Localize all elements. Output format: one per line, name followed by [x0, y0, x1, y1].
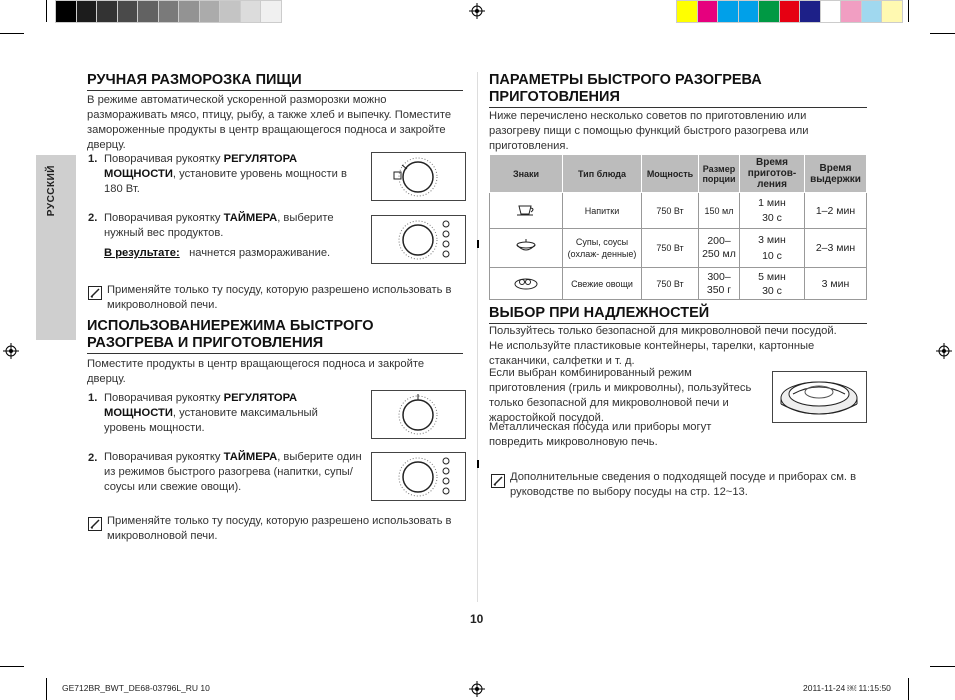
- reheat-step-1: [104, 391, 366, 436]
- reheat-note: [107, 514, 467, 544]
- turntable-illustration: [772, 371, 867, 423]
- text-line: стаканчики, салфетки и т. д.: [489, 355, 635, 367]
- col-header-icons: Знаки: [490, 155, 563, 193]
- col-header-portion: Размер порции: [699, 155, 740, 193]
- text-line: Поместите продукты в центр вращающегося подноса и закройте: [87, 358, 425, 370]
- crop-mark: [0, 33, 24, 34]
- text-line: Ниже перечислено несколько советов по приготовлению или: [489, 110, 807, 122]
- timer-knob-name: ТАЙМЕРА: [223, 451, 278, 463]
- icon-cell: [490, 229, 563, 268]
- table-header-row: [490, 155, 867, 193]
- step-number: 1.: [88, 153, 98, 165]
- text-line: 180 Вт.: [104, 183, 140, 195]
- power-knob-name: РЕГУЛЯТОРА: [223, 392, 298, 404]
- portion-cell: 150 мл: [699, 193, 740, 229]
- text-line: дверцу.: [87, 139, 126, 151]
- dial-icon: [372, 153, 465, 200]
- registration-mark-icon: [936, 343, 952, 359]
- column-divider: [477, 72, 478, 602]
- text-line: Применяйте только ту посуду, которую разрешено использовать в: [107, 515, 452, 527]
- power-cell: 750 Вт: [642, 193, 699, 229]
- time-value: 3 мин: [758, 234, 786, 246]
- result-text: начнется размораживание.: [189, 247, 331, 259]
- section-title-manual-defrost: РУЧНАЯ РАЗМОРОЗКА ПИЩИ: [87, 72, 463, 91]
- power-cell: 750 Вт: [642, 268, 699, 300]
- crop-mark: [46, 0, 47, 22]
- crop-mark: [908, 0, 909, 22]
- portion-cell: 300–350 г: [699, 268, 740, 300]
- power-knob-name: МОЩНОСТИ: [104, 168, 173, 180]
- defrost-step-2: [104, 211, 366, 241]
- footer-file-info: GE712BR_BWT_DE68-03796L_RU 10: [62, 683, 210, 693]
- gray-swatch: [158, 0, 180, 23]
- gray-swatch: [199, 0, 221, 23]
- timer-knob-name: ТАЙМЕРА: [223, 212, 278, 224]
- cup-icon: [515, 203, 537, 217]
- text-run: , выберите: [277, 212, 334, 224]
- step-number: 1.: [88, 392, 98, 404]
- text-line: разогреву пищи с помощью функций быстрого разогрева или: [489, 125, 809, 137]
- text-line: Применяйте только ту посуду, которую разрешено использовать в: [107, 284, 452, 296]
- utensils-para-3: [489, 420, 769, 450]
- text-line: руководстве по выбору посуды на стр. 12~13.: [510, 486, 748, 498]
- text-line: из режимов быстрого разогрева (напитки, супы/: [104, 466, 353, 478]
- section-title-utensils: ВЫБОР ПРИ НАДЛЕЖНОСТЕЙ: [489, 305, 867, 324]
- crop-mark: [0, 666, 24, 667]
- dish-cell: Свежие овощи: [563, 268, 642, 300]
- col-header-power: Мощность: [642, 155, 699, 193]
- text-line: нужный вес продуктов.: [104, 227, 224, 239]
- dial-icon: [372, 453, 465, 500]
- power-knob-name: МОЩНОСТИ: [104, 407, 173, 419]
- text-run: , установите уровень мощности в: [172, 168, 347, 180]
- utensils-para-2: [489, 366, 769, 426]
- divider-tick: [477, 240, 479, 248]
- color-swatch: [758, 0, 780, 23]
- table-row: [490, 268, 867, 300]
- text-line: приготовления (гриль и микроволны), пользуйтесь: [489, 382, 752, 394]
- registration-mark-icon: [469, 681, 485, 697]
- crop-mark: [46, 678, 47, 700]
- soup-bowl-icon: [514, 239, 538, 255]
- portion-cell: 200–250 мл: [699, 229, 740, 268]
- text-run: Поворачивая рукоятку: [104, 451, 224, 463]
- divider-tick: [477, 460, 479, 468]
- color-swatch: [697, 0, 719, 23]
- crop-mark: [908, 678, 909, 700]
- params-intro: [489, 109, 869, 154]
- color-swatch: [861, 0, 883, 23]
- timer-knob-illustration: [371, 452, 466, 501]
- color-swatch: [820, 0, 842, 23]
- gray-swatch: [240, 0, 262, 23]
- text-line: только безопасной для микроволновой печи и: [489, 397, 729, 409]
- dial-icon: [372, 391, 465, 438]
- text-line: уровень мощности.: [104, 422, 205, 434]
- time-value: 10 с: [762, 250, 782, 262]
- gray-swatch: [117, 0, 139, 23]
- title-line: ИСПОЛЬЗОВАНИЕРЕЖИМА БЫСТРОГО: [87, 318, 374, 334]
- reheat-intro: [87, 357, 467, 387]
- power-cell: 750 Вт: [642, 229, 699, 268]
- step-number: 2.: [88, 212, 98, 224]
- utensils-note: [510, 470, 880, 500]
- gray-swatch: [137, 0, 159, 23]
- time-value: 5 мин: [758, 270, 786, 283]
- time-value: 30 с: [762, 211, 782, 224]
- text-line: замороженные продукты в центр вращающегося подноса и закройте: [87, 124, 446, 136]
- text-line: размораживать мясо, птицу, рыбу, а также хлеб и выпечку. Поместите: [87, 109, 452, 121]
- text-line: микроволновой печи.: [107, 299, 218, 311]
- table-row: [490, 193, 867, 229]
- time-value: 30 с: [762, 284, 782, 297]
- page-number: 10: [470, 612, 484, 626]
- text-run: Поворачивая рукоятку: [104, 153, 224, 165]
- text-run: , выберите один: [277, 451, 362, 463]
- text-line: Если выбран комбинированный режим: [489, 367, 692, 379]
- col-header-dish: Тип блюда: [563, 155, 642, 193]
- text-run: Поворачивая рукоятку: [104, 392, 224, 404]
- power-knob-illustration: [371, 152, 466, 201]
- dish-cell: Супы, соусы (охлаж- денные): [563, 229, 642, 268]
- color-swatch: [717, 0, 739, 23]
- text-line: Дополнительные сведения о подходящей посуде и приборах см. в: [510, 471, 857, 483]
- text-line: Металлическая посуда или приборы могут: [489, 421, 712, 433]
- gray-swatch: [55, 0, 77, 23]
- reheat-params-table: [489, 154, 867, 300]
- text-line: жаростойкой посудой.: [489, 412, 605, 424]
- text-run: Поворачивая рукоятку: [104, 212, 224, 224]
- utensils-para-1: [489, 324, 874, 369]
- text-line: соусы или свежие овощи).: [104, 481, 242, 493]
- language-label: РУССКИЙ: [46, 165, 57, 217]
- color-swatch: [779, 0, 801, 23]
- result-label: В результате:: [104, 247, 180, 259]
- gray-swatch: [178, 0, 200, 23]
- time-value: 1 мин: [758, 196, 786, 209]
- crop-mark: [930, 666, 955, 667]
- registration-mark-icon: [469, 3, 485, 19]
- text-line: В режиме автоматической ускоренной разморозки можно: [87, 94, 387, 106]
- icon-cell: [490, 268, 563, 300]
- turntable-dish-icon: [773, 372, 866, 422]
- col-header-stand-time: Время выдержки: [805, 155, 867, 193]
- reheat-step-2: [104, 450, 370, 495]
- stand-time-cell: 1–2 мин: [805, 193, 867, 229]
- step-number: 2.: [88, 452, 98, 464]
- gray-swatch: [96, 0, 118, 23]
- gray-swatch: [219, 0, 241, 23]
- defrost-note: [107, 283, 467, 313]
- text-line: микроволновой печи.: [107, 530, 218, 542]
- footer-timestamp: 2011-11-24 ￼ 11:15:50: [803, 683, 891, 693]
- text-run: , установите максимальный: [172, 407, 318, 419]
- icon-cell: [490, 193, 563, 229]
- title-line: ПАРАМЕТРЫ БЫСТРОГО РАЗОГРЕВА: [489, 72, 762, 88]
- text-line: Пользуйтесь только безопасной для микроволновой печи посудой.: [489, 325, 837, 337]
- col-header-cook-time: Время приготов-ления: [740, 155, 805, 193]
- text-line: приготовления.: [489, 140, 569, 152]
- power-knob-illustration: [371, 390, 466, 439]
- cook-time-cell: [740, 193, 805, 229]
- stand-time-cell: 2–3 мин: [805, 229, 867, 268]
- defrost-intro: [87, 93, 467, 153]
- vegetables-icon: [513, 276, 539, 290]
- defrost-step-1: [104, 152, 366, 197]
- text-line: повредить микроволновую печь.: [489, 436, 658, 448]
- text-line: Не используйте пластиковые контейнеры, тарелки, картонные: [489, 340, 815, 352]
- registration-mark-icon: [3, 343, 19, 359]
- stand-time-cell: 3 мин: [805, 268, 867, 300]
- table-row: [490, 229, 867, 268]
- crop-mark: [930, 33, 955, 34]
- note-pencil-icon: [491, 474, 505, 488]
- gray-swatch: [76, 0, 98, 23]
- text-line: дверцу.: [87, 373, 126, 385]
- color-swatch: [881, 0, 903, 23]
- color-swatch: [799, 0, 821, 23]
- note-pencil-icon: [88, 286, 102, 300]
- color-swatch: [738, 0, 760, 23]
- gray-swatch: [260, 0, 282, 23]
- language-side-tab: [36, 155, 76, 340]
- dish-cell: Напитки: [563, 193, 642, 229]
- cook-time-cell: [740, 268, 805, 300]
- title-line: ПРИГОТОВЛЕНИЯ: [489, 89, 867, 108]
- note-pencil-icon: [88, 517, 102, 531]
- title-line: РАЗОГРЕВА И ПРИГОТОВЛЕНИЯ: [87, 335, 463, 354]
- color-swatch: [840, 0, 862, 23]
- cook-time-cell: [740, 229, 805, 268]
- power-knob-name: РЕГУЛЯТОРА: [223, 153, 298, 165]
- color-swatch: [676, 0, 698, 23]
- defrost-result: [104, 246, 404, 261]
